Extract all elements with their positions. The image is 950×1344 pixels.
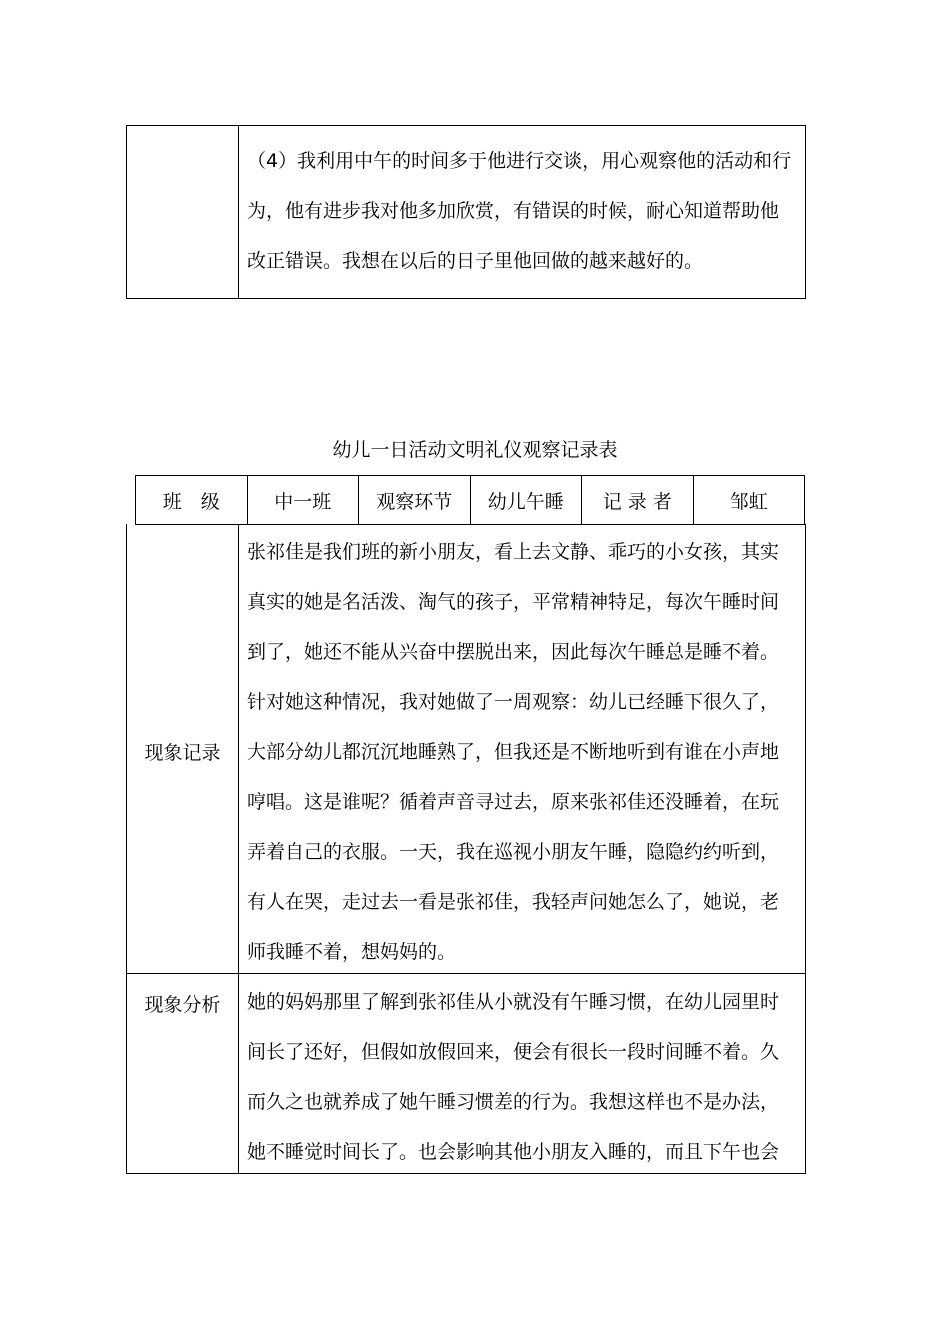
record-label: 现象记录: [144, 742, 221, 764]
analysis-text: [247, 977, 800, 1177]
form-title: 幼儿一日活动文明礼仪观察记录表: [332, 439, 618, 461]
text-line: 大部分幼儿都沉沉地睡熟了，但我还是不断地听到有谁在小声地: [247, 741, 780, 763]
text-line: （4）我利用中午的时间多于他进行交谈，用心观察他的活动和行: [247, 150, 792, 172]
column-divider: [238, 524, 239, 1173]
text-line: 她不睡觉时间长了。也会影响其他小朋友入睡的，而且下午也会: [247, 1141, 780, 1163]
recorder-value: 邹虹: [693, 476, 805, 524]
text-line: 间长了还好，但假如放假回来，便会有很长一段时间睡不着。久: [247, 1041, 780, 1063]
text-line: 针对她这种情况，我对她做了一周观察：幼儿已经睡下很久了，: [247, 691, 780, 713]
class-label: 班 级: [162, 490, 220, 513]
record-text: [247, 527, 800, 977]
text-line: 师我睡不着，想妈妈的。: [247, 941, 457, 963]
text-line: 有人在哭，走过去一看是张祁佳，我轻声问她怎么了，她说，老: [247, 891, 780, 913]
continuation-text: [247, 136, 800, 286]
session-label: 观察环节: [358, 476, 470, 524]
session-value: 幼儿午睡: [470, 476, 582, 524]
text-line: 而久之也就养成了她午睡习惯差的行为。我想这样也不是办法，: [247, 1091, 780, 1113]
column-divider: [238, 126, 239, 298]
text-line: 她的妈妈那里了解到张祁佳从小就没有午睡习惯，在幼儿园里时: [247, 991, 780, 1013]
text-line: 为，他有进步我对他多加欣赏，有错误的时候，耐心知道帮助他: [247, 200, 780, 222]
class-value: 中一班: [247, 476, 359, 524]
recorder-label: 记 录 者: [581, 476, 693, 524]
text-line: 哼唱。这是谁呢？循着声音寻过去，原来张祁佳还没睡着，在玩: [247, 791, 780, 813]
text-line: 张祁佳是我们班的新小朋友，看上去文静、乖巧的小女孩，其实: [247, 541, 780, 563]
observation-table: [126, 524, 806, 1174]
text-line: 到了，她还不能从兴奋中摆脱出来，因此每次午睡总是睡不着。: [247, 641, 780, 663]
continuation-table: [126, 125, 806, 299]
text-line: 真实的她是名活泼、淘气的孩子，平常精神特足，每次午睡时间: [247, 591, 780, 613]
text-line: 弄着自己的衣服。一天，我在巡视小朋友午睡，隐隐约约听到，: [247, 841, 780, 863]
analysis-label: 现象分析: [144, 994, 221, 1016]
text-line: 改正错误。我想在以后的日子里他回做的越来越好的。: [247, 250, 704, 272]
header-row: [135, 475, 805, 525]
